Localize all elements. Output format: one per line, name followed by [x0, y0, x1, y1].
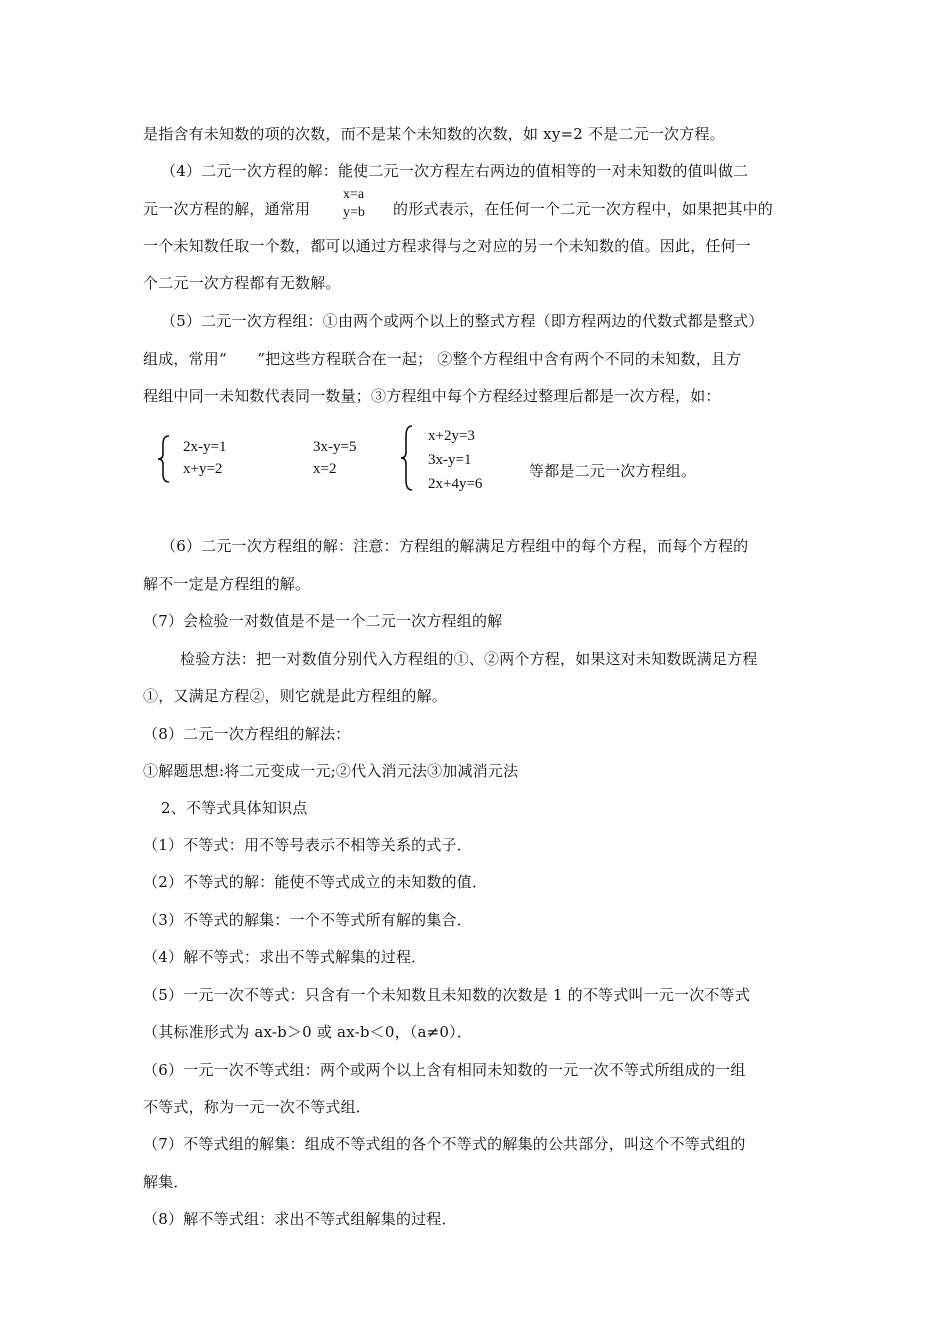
brace-icon	[155, 434, 175, 484]
paragraph-line: 等都是二元一次方程组。	[529, 462, 697, 480]
paragraph-line: （6）二元一次方程组的解：注意：方程组的解满足方程组中的每个方程，而每个方程的	[161, 537, 749, 555]
brace-icon	[398, 424, 418, 492]
paragraph-line: 元一次方程的解，通常用	[143, 200, 311, 218]
equation-system-1	[183, 436, 226, 480]
paragraph-line: （4）二元一次方程的解：能使二元一次方程左右两边的值相等的一对未知数的值叫做二	[161, 162, 749, 180]
equation: x+y=2	[183, 461, 223, 477]
paragraph-line: （2）不等式的解：能使不等式成立的未知数的值．	[143, 873, 488, 891]
paragraph-line: （4）解不等式：求出不等式解集的过程．	[143, 948, 427, 966]
equation: x+2y=3	[428, 428, 475, 444]
equation: 3x-y=1	[428, 452, 472, 468]
paragraph-line: （7）不等式组的解集：组成不等式组的各个不等式的解集的公共部分，叫这个不等式组的	[143, 1135, 746, 1153]
equation: x=2	[313, 461, 337, 477]
paragraph-line: 解不一定是方程组的解。	[143, 575, 311, 593]
paragraph-line: ①解题思想:将二元变成一元;②代入消元法③加减消元法	[143, 762, 519, 780]
paragraph-line: （8）解不等式组：求出不等式组解集的过程．	[143, 1210, 457, 1228]
paragraph-line: 检验方法：把一对数值分别代入方程组的①、②两个方程，如果这对未知数既满足方程	[180, 650, 758, 668]
paragraph-line: 解集．	[143, 1173, 189, 1191]
paragraph-line: 一个未知数任取一个数，都可以通过方程求得与之对应的另一个未知数的值。因此，任何一	[143, 237, 752, 255]
equation-system-2	[313, 436, 356, 480]
paragraph-line: 不等式，称为一元一次不等式组．	[143, 1098, 372, 1116]
paragraph-line: （其标准形式为 ax-b＞0 或 ax-b＜0，（a≠0）．	[143, 1023, 473, 1041]
paragraph-line: 是指含有未知数的项的次数，而不是某个未知数的次数，如 xy=2 不是二元一次方程。	[143, 125, 725, 143]
equation: 3x-y=5	[313, 439, 357, 455]
paragraph-line: 组成，常用“ ”把这些方程联合在一起； ②整个方程组中含有两个不同的未知数，且方	[143, 350, 742, 368]
solution-form	[343, 186, 365, 222]
equation: 2x+4y=6	[428, 476, 483, 492]
paragraph-line: （1）不等式：用不等号表示不相等关系的式子．	[143, 836, 472, 854]
paragraph-line: （8）二元一次方程组的解法：	[143, 725, 351, 743]
section-heading: 2、不等式具体知识点	[161, 799, 308, 817]
solution-form-bottom: y=b	[343, 205, 365, 220]
paragraph-line: 个二元一次方程都有无数解。	[143, 274, 341, 292]
paragraph-line: 程组中同一未知数代表同一数量；③方程组中每个方程经过整理后都是一次方程，如：	[143, 387, 721, 405]
equation-system-3	[428, 424, 482, 496]
paragraph-line: （5）二元一次方程组：①由两个或两个以上的整式方程（即方程两边的代数式都是整式）	[161, 312, 764, 330]
paragraph-line: （3）不等式的解集：一个不等式所有解的集合．	[143, 911, 472, 929]
paragraph-line: 的形式表示，在任何一个二元一次方程中，如果把其中的	[393, 200, 774, 218]
paragraph-line: ①，又满足方程②，则它就是此方程组的解。	[143, 687, 448, 705]
paragraph-line: （6）一元一次不等式组：两个或两个以上含有相同未知数的一元一次不等式所组成的一组	[143, 1061, 746, 1079]
solution-form-top: x=a	[343, 187, 365, 202]
equation: 2x-y=1	[183, 439, 227, 455]
paragraph-line: （5）一元一次不等式：只含有一个未知数且未知数的次数是 1 的不等式叫一元一次不等式	[143, 986, 751, 1004]
paragraph-line: （7）会检验一对数值是不是一个二元一次方程组的解	[143, 612, 503, 630]
